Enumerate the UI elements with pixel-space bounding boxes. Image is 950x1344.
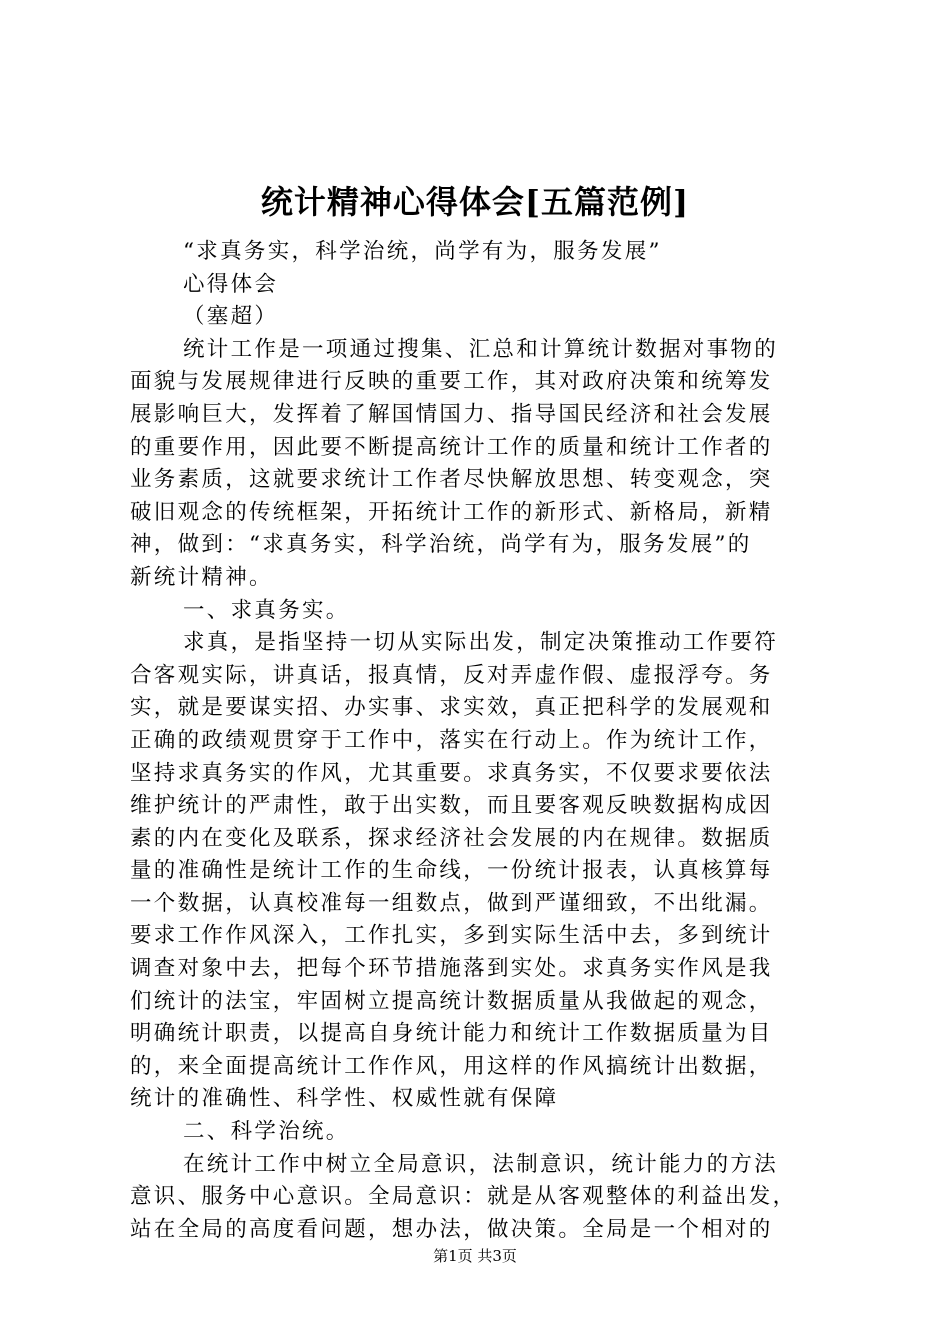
paragraph-line: 们统计的法宝，牢固树立提高统计数据质量从我做起的观念， <box>130 988 773 1014</box>
paragraph-line: 站在全局的高度看问题，想办法，做决策。全局是一个相对的 <box>130 1216 773 1242</box>
section-heading: 二、科学治统。 <box>183 1119 350 1145</box>
document-title: 统计精神心得体会[五篇范例] <box>260 183 690 221</box>
subtitle-line: 心得体会 <box>183 271 279 297</box>
paragraph-line: 求真，是指坚持一切从实际出发，制定决策推动工作要符 <box>183 630 779 656</box>
paragraph-line: 素的内在变化及联系，探求经济社会发展的内在规律。数据质 <box>130 825 773 851</box>
document-body <box>130 236 830 1246</box>
paragraph-line: 调查对象中去，把每个环节措施落到实处。求真务实作风是我 <box>130 956 773 982</box>
paragraph-line: 维护统计的严肃性，敢于出实数，而且要客观反映数据构成因 <box>130 793 773 819</box>
paragraph-line: 新统计精神。 <box>130 564 273 590</box>
paragraph-line: 统计的准确性、科学性、权威性就有保障 <box>130 1086 559 1112</box>
paragraph-line: 面貌与发展规律进行反映的重要工作，其对政府决策和统筹发 <box>130 369 773 395</box>
motto-line: “求真务实，科学治统，尚学有为，服务发展” <box>183 239 662 264</box>
paragraph-line: 量的准确性是统计工作的生命线，一份统计报表，认真核算每 <box>130 858 773 884</box>
paragraph-line: 的重要作用，因此要不断提高统计工作的质量和统计工作者的 <box>130 434 773 460</box>
paragraph-line: 统计工作是一项通过搜集、汇总和计算统计数据对事物的 <box>183 336 779 362</box>
paragraph-line: 意识、服务中心意识。全局意识：就是从客观整体的利益出发， <box>130 1184 797 1210</box>
paragraph-line: 破旧观念的传统框架，开拓统计工作的新形式、新格局，新精 <box>130 499 773 525</box>
paragraph-line: 明确统计职责，以提高自身统计能力和统计工作数据质量为目 <box>130 1021 773 1047</box>
paragraph-line: 展影响巨大，发挥着了解国情国力、指导国民经济和社会发展 <box>130 401 773 427</box>
paragraph-line: 要求工作作风深入，工作扎实，多到实际生活中去，多到统计 <box>130 923 773 949</box>
paragraph-line: 神，做到：“求真务实，科学治统，尚学有为，服务发展”的 <box>130 532 752 558</box>
author-line: （塞超） <box>183 304 279 330</box>
paragraph-line: 业务素质，这就要求统计工作者尽快解放思想、转变观念，突 <box>130 467 773 493</box>
paragraph-line: 在统计工作中树立全局意识，法制意识，统计能力的方法 <box>183 1151 779 1177</box>
page-footer: 第1页 共3页 <box>433 1247 517 1265</box>
paragraph-line: 正确的政绩观贯穿于工作中，落实在行动上。作为统计工作， <box>130 727 773 753</box>
paragraph-line: 一个数据，认真校准每一组数点，做到严谨细致，不出纰漏。 <box>130 890 773 916</box>
paragraph-line: 的，来全面提高统计工作作风，用这样的作风搞统计出数据， <box>130 1053 773 1079</box>
paragraph-line: 实，就是要谋实招、办实事、求实效，真正把科学的发展观和 <box>130 695 773 721</box>
paragraph-line: 合客观实际，讲真话，报真情，反对弄虚作假、虚报浮夸。务 <box>130 662 773 688</box>
paragraph-line: 坚持求真务实的作风，尤其重要。求真务实，不仅要求要依法 <box>130 760 773 786</box>
section-heading: 一、求真务实。 <box>183 597 350 623</box>
